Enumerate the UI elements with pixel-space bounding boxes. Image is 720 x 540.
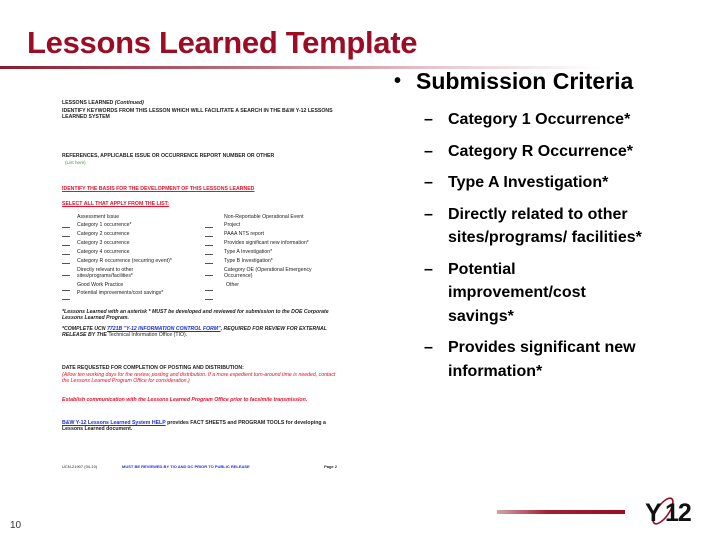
- ucn-form-link[interactable]: 7721B "Y-12 INFORMATION CONTROL FORM": [106, 326, 221, 332]
- svg-text:12: 12: [665, 499, 691, 526]
- checkbox-blank: [62, 290, 70, 291]
- checkbox-blank: [62, 275, 70, 276]
- doc-date-heading: DATE REQUESTED FOR COMPLETION OF POSTING AND DISTRIBUTION:: [62, 365, 244, 371]
- dash-icon: –: [424, 142, 433, 160]
- criteria-item: – Directly related to other sites/programs/ facilities*: [394, 203, 684, 250]
- y12-logo-icon: [639, 494, 711, 526]
- submission-criteria-list: [394, 70, 694, 391]
- checkbox-blank: [205, 245, 213, 246]
- checkbox-blank: [205, 236, 213, 237]
- checkbox-blank: [62, 299, 70, 300]
- page-number: 10: [10, 520, 22, 531]
- dash-icon: –: [424, 205, 433, 223]
- checkbox-blank: [62, 254, 70, 255]
- slide-title: Lessons Learned Template: [27, 25, 418, 60]
- dash-icon: –: [424, 339, 433, 356]
- checkbox-blank: [205, 299, 213, 300]
- doc-option-row: [62, 297, 337, 305]
- checkbox-blank: [62, 263, 70, 264]
- dash-icon: –: [424, 260, 433, 278]
- checkbox-blank: [205, 263, 213, 264]
- svg-text:Y: Y: [645, 499, 660, 526]
- checkbox-blank: [62, 245, 70, 246]
- doc-option-row: Assessment Issue Non-Reportable Operational Event: [77, 214, 304, 220]
- bullet-icon: •: [394, 70, 402, 92]
- template-document-image: LESSONS LEARNED (Continued) IDENTIFY KEYWORDS FROM THIS LESSON WHICH WILL FACILITATE A SEARCH IN THE B&W Y-12 LESSONS LEARNED SYSTEM REFERENCES, APPLICABLE ISSUE OR OCCURRENCE REPORT NUMBER OR OTHER (List here) IDENTIFY THE BASIS FOR THE DEVELOPMENT OF THIS LESSONS LEARNED SELECT ALL THAT APPLY FROM THE LIST: Assessment Issue Non-Reportable Operational Event Category 1 occurrence* Project Category 2 occurrence PAAA NTS report Category 3 occurrence Provides significant new information* Category 4 occurrence Type A Investigation* Category R occurrence (recurring event)* Type B Investigation* Directly relevant to other sites/programs/facilities* Category OE (Operational Emergency Occurrence) Good Work Practice Other Potential improvements/cost savings* *Lessons Learned with an asterisk * MUST be developed and reviewed for submission to the DOE Corporate Lessons Learned Program. *COMPLETE UCN 7721B "Y-12 INFORMATION CONTROL FORM", REQUIRED FOR REVIEW FOR EXTERNAL RELEASE BY THE Technical Information Office (TIO). DATE REQUESTED FOR COMPLETION OF POSTING AND DISTRIBUTION: (Allow ten working days for the review, posting and distribution. If a more expedient turn-around time is needed, contact the Lessons Learned Program Office for consideration.) Establish communication with the Lessons Learned Program Office prior to facsimile transmission. B&W Y-12 Lessons Learned System HELP provides FACT SHEETS and PROGRAM TOOLS for developing a Lessons Learned document. UCN-21907 (04-10) MUST BE REVIEWED BY TIO AND DC PRIOR TO PUBLIC RELEASE Page 2: [62, 100, 337, 469]
- doc-option-row: Category 1 occurrence* Project: [62, 222, 337, 230]
- doc-option-row: Directly relevant to other sites/programs/facilities* Category OE (Operational Emergency Occurrence): [62, 267, 337, 281]
- main-bullet: • Submission Criteria: [394, 68, 634, 94]
- doc-references-hint: (List here): [65, 160, 86, 165]
- checkbox-blank: [205, 290, 213, 291]
- footer-rule: [497, 510, 625, 514]
- criteria-sublist: [394, 108, 694, 383]
- doc-keywords-heading: IDENTIFY KEYWORDS FROM THIS LESSON WHICH WILL FACILITATE A SEARCH IN THE B&W Y-12 LESSONS LEARNED SYSTEM: [62, 108, 333, 121]
- doc-option-row: Good Work Practice Other: [77, 282, 239, 288]
- doc-basis-heading: IDENTIFY THE BASIS FOR THE DEVELOPMENT OF THIS LESSONS LEARNED: [62, 186, 255, 192]
- doc-option-row: Category 4 occurrence Type A Investigation*: [62, 249, 337, 257]
- checkbox-blank: [62, 227, 70, 228]
- doc-option-row: Category R occurrence (recurring event)* Type B Investigation*: [62, 258, 337, 266]
- criteria-item: – Category 1 Occurrence*: [394, 108, 694, 132]
- doc-asterisk-note: *Lessons Learned with an asterisk * MUST be developed and reviewed for submission to the DOE Corporate Lessons Learned Program.: [62, 309, 329, 322]
- doc-help-note: B&W Y-12 Lessons Learned System HELP provides FACT SHEETS and PROGRAM TOOLS for developing a Lessons Learned document.: [62, 420, 326, 433]
- doc-date-note: (Allow ten working days for the review, posting and distribution. If a more expedient turn-around time is needed, contact the Lessons Learned Program Office for consideration.): [62, 372, 336, 385]
- doc-facsimile-note: Establish communication with the Lessons Learned Program Office prior to facsimile transmission.: [62, 397, 308, 403]
- doc-select-heading: SELECT ALL THAT APPLY FROM THE LIST:: [62, 201, 169, 207]
- criteria-item: – Type A Investigation*: [394, 171, 694, 195]
- doc-option-row: Category 3 occurrence Provides significant new information*: [62, 240, 337, 248]
- checkbox-blank: [205, 254, 213, 255]
- checkbox-blank: [62, 236, 70, 237]
- doc-complete-note: *COMPLETE UCN 7721B "Y-12 INFORMATION CONTROL FORM", REQUIRED FOR REVIEW FOR EXTERNAL RELEASE BY THE Technical Information Office (TIO).: [62, 326, 327, 339]
- help-link[interactable]: B&W Y-12 Lessons Learned System HELP: [62, 420, 166, 426]
- doc-option-row: Potential improvements/cost savings*: [62, 290, 337, 298]
- checkbox-blank: [205, 275, 213, 276]
- criteria-item: – Category R Occurrence*: [394, 140, 694, 164]
- doc-references-heading: REFERENCES, APPLICABLE ISSUE OR OCCURRENCE REPORT NUMBER OR OTHER: [62, 153, 275, 159]
- criteria-item: – Provides significant new information*: [394, 336, 644, 383]
- dash-icon: –: [424, 174, 433, 191]
- doc-option-row: Category 2 occurrence PAAA NTS report: [62, 231, 337, 239]
- dash-icon: –: [424, 111, 433, 128]
- criteria-item: – Potential improvement/cost savings*: [394, 258, 634, 329]
- checkbox-blank: [205, 227, 213, 228]
- doc-header: LESSONS LEARNED (Continued): [62, 100, 144, 106]
